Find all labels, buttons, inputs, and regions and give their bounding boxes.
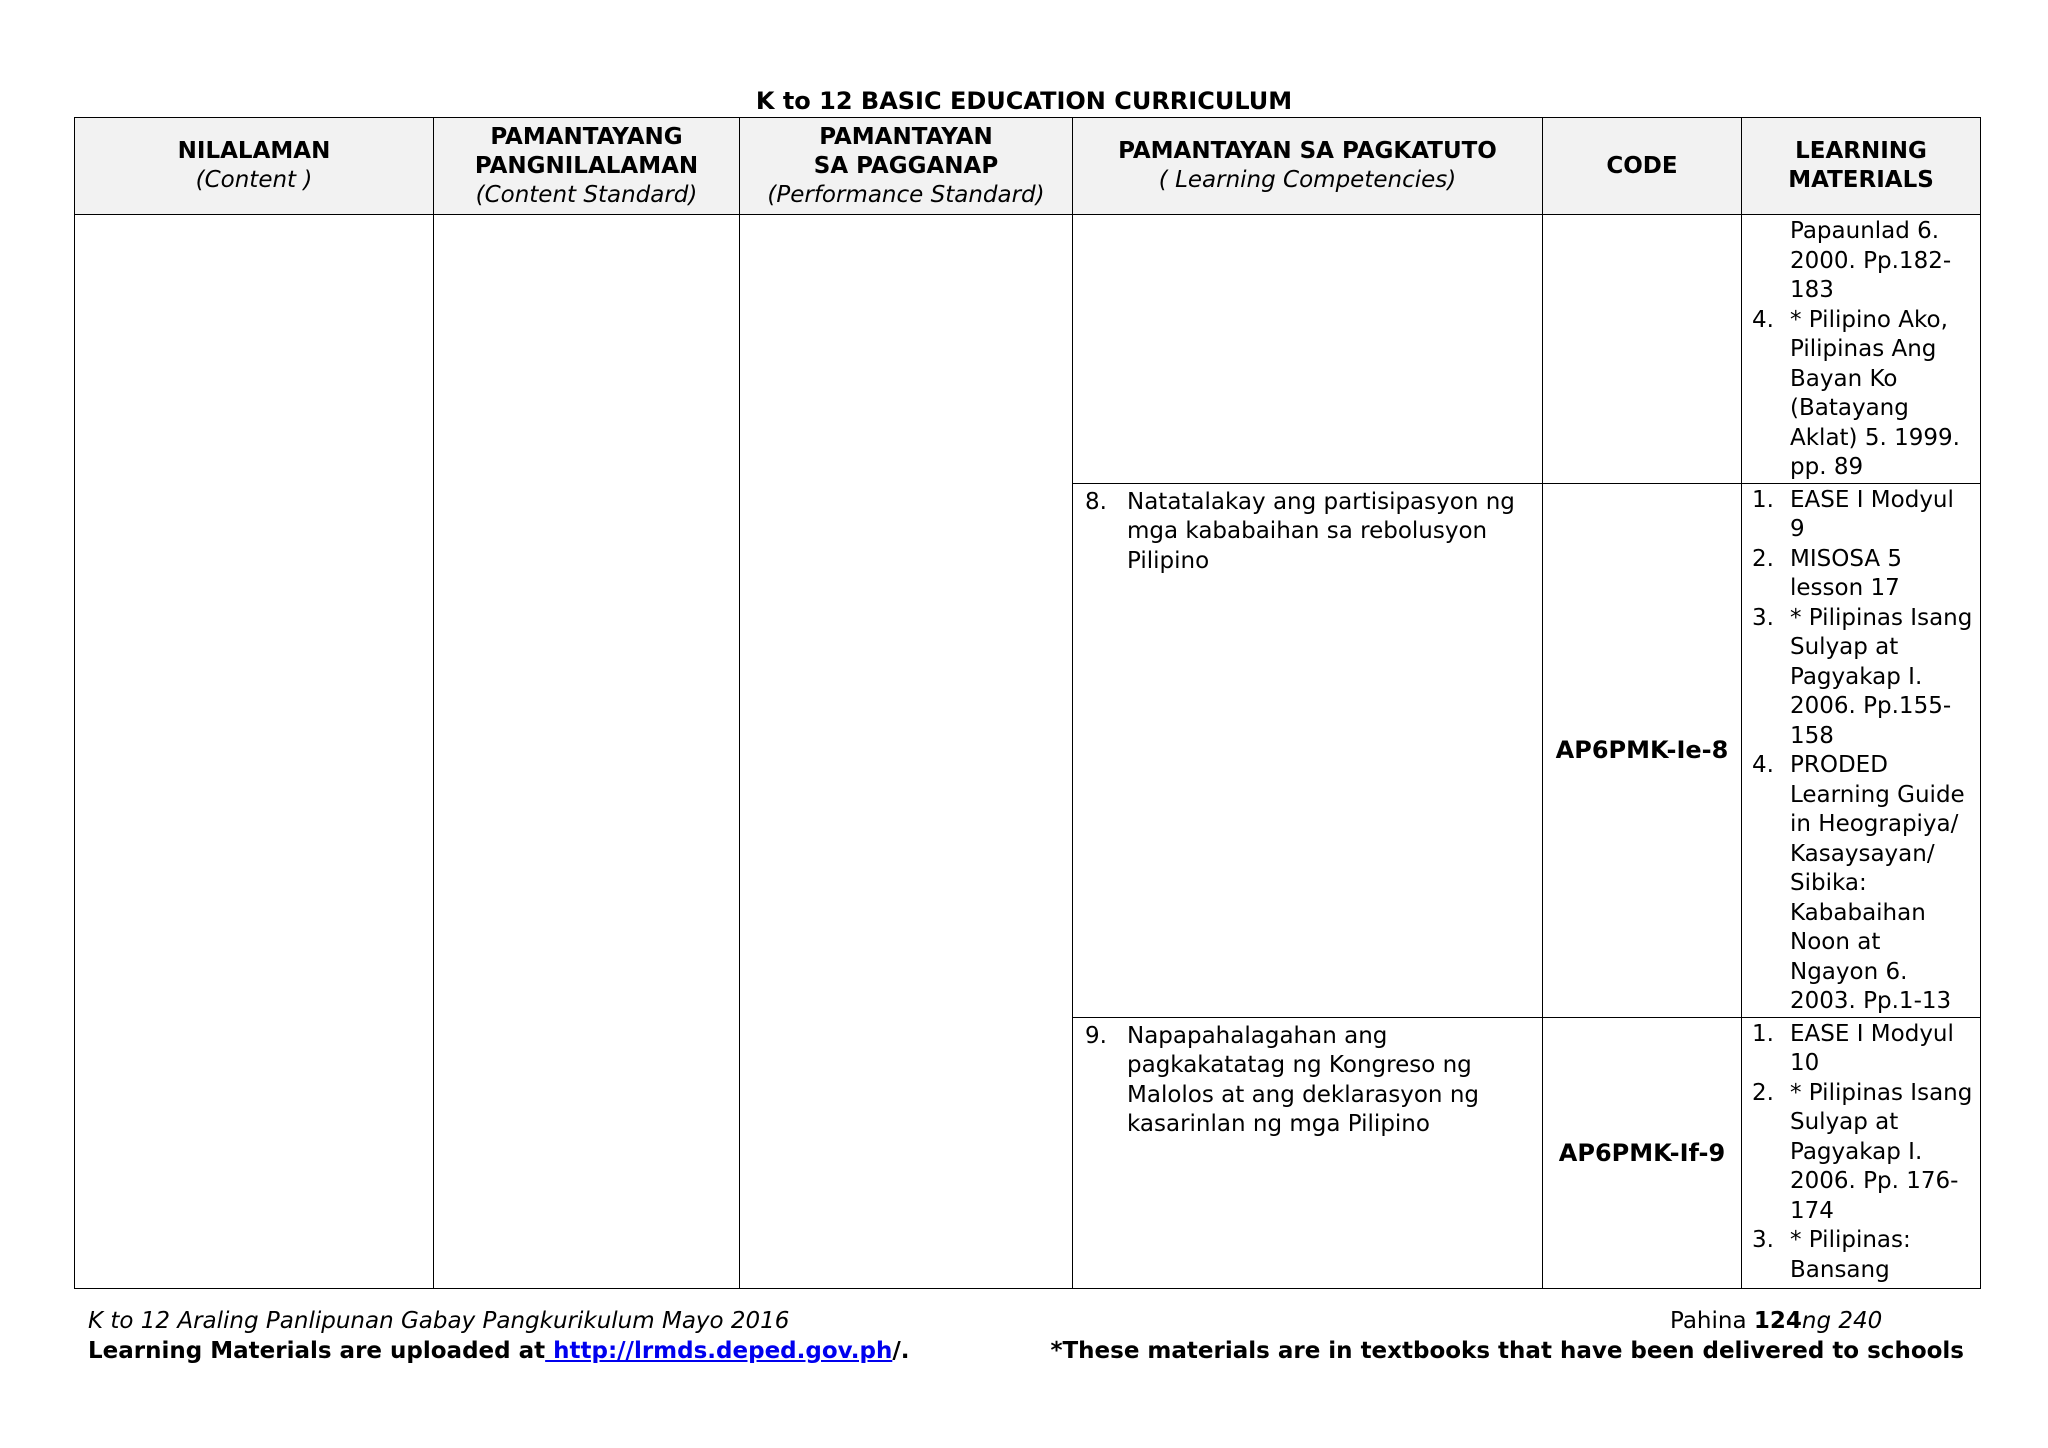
header-code-label: CODE: [1606, 152, 1678, 179]
page-prefix: Pahina: [1670, 1308, 1754, 1334]
list-item-number: 3.: [1752, 1227, 1774, 1253]
header-row: [75, 118, 1981, 215]
list-item-text: * Pilipinas: Bansang: [1790, 1227, 1911, 1283]
list-item-text: * Pilipino Ako, Pilipinas Ang Bayan Ko (Batayang Aklat) 5. 1999. pp. 89: [1790, 306, 1960, 480]
materials-cell: [1742, 483, 1981, 1017]
header-content-standard-label-b: PANGNILALAMAN: [474, 152, 699, 179]
list-item: [1752, 217, 1974, 306]
list-item-text: EASE I Modyul 10: [1790, 1020, 1954, 1076]
document-title: K to 12 BASIC EDUCATION CURRICULUM: [755, 87, 1293, 115]
competency-cell: [1073, 483, 1543, 1017]
performance-standard-cell: [740, 215, 1073, 1289]
code-cell: AP6PMK-If-9: [1543, 1017, 1742, 1288]
header-learning-materials-label-b: MATERIALS: [1788, 167, 1934, 193]
header-performance-standard: [740, 118, 1073, 215]
header-learning-materials: [1742, 118, 1981, 215]
list-item-text: PRODED Learning Guide in Heograpiya/ Kasaysayan/ Sibika: Kababaihan Noon at Ngayon 6. 2003. Pp.1-13: [1790, 752, 1965, 1014]
list-item: [1752, 486, 1974, 545]
list-item: [1752, 751, 1974, 1017]
list-item-text: EASE I Modyul 9: [1790, 486, 1954, 542]
header-content-label: NILALAMAN: [177, 138, 331, 164]
header-content-standard: [434, 118, 740, 215]
header-learning-competencies: [1073, 118, 1543, 215]
footer-upload-note: [88, 1336, 909, 1366]
list-item-text: MISOSA 5 lesson 17: [1790, 545, 1903, 601]
list-item: [1752, 1020, 1974, 1079]
upload-suffix: /.: [892, 1338, 910, 1364]
list-item-text: Papaunlad 6. 2000. Pp.182-183: [1790, 218, 1952, 303]
list-item: [1752, 545, 1974, 604]
list-item-number: 4.: [1752, 306, 1774, 333]
list-item-number: 3.: [1752, 604, 1774, 631]
list-item-text: * Pilipinas Isang Sulyap at Pagyakap I. 2006. Pp.155-158: [1790, 604, 1973, 749]
competency-number: 8.: [1085, 488, 1107, 515]
list-item-number: 4.: [1752, 752, 1774, 778]
page-suffix: ng 240: [1801, 1308, 1883, 1334]
header-content-sublabel: (Content ): [195, 167, 313, 193]
lrmds-link[interactable]: http://lrmds.deped.gov.ph: [545, 1338, 893, 1364]
competency-text: Napapahalagahan ang pagkakatatag ng Kongreso ng Malolos at ang deklarasyon ng kasarinlan ng mga Pilipino: [1127, 1022, 1479, 1137]
list-item-number: 2.: [1752, 545, 1774, 572]
curriculum-table: [74, 117, 1981, 1289]
header-content: [75, 118, 434, 215]
header-content-standard-sublabel: (Content Standard): [475, 181, 698, 208]
list-item-number: 1.: [1752, 486, 1774, 513]
footer-guide-title: K to 12 Araling Panlipunan Gabay Pangkurikulum Mayo 2016: [88, 1308, 790, 1334]
list-item: [1752, 306, 1974, 483]
code-cell: AP6PMK-Ie-8: [1543, 483, 1742, 1017]
header-performance-standard-label-b: SA PAGGANAP: [813, 152, 999, 179]
list-item-number: 2.: [1752, 1079, 1774, 1106]
list-item-text: * Pilipinas Isang Sulyap at Pagyakap I. 2006. Pp. 176-174: [1790, 1079, 1973, 1224]
competency-cell: [1073, 1017, 1543, 1288]
code-cell: [1543, 215, 1742, 484]
footer-page-number: [1670, 1306, 1882, 1336]
materials-list: [1742, 1018, 1980, 1286]
list-item: [1752, 1226, 1974, 1285]
header-content-standard-label-a: PAMANTAYANG: [490, 123, 683, 150]
materials-cell: [1742, 1017, 1981, 1288]
competency-text: Natatalakay ang partisipasyon ng mga kababaihan sa rebolusyon Pilipino: [1127, 488, 1515, 574]
list-item: [1752, 1079, 1974, 1227]
header-code: [1543, 118, 1742, 215]
header-learning-materials-label-a: LEARNING: [1795, 138, 1927, 164]
footer-textbook-note: *These materials are in textbooks that have been delivered to schools: [1050, 1338, 1964, 1364]
header-performance-standard-label-a: PAMANTAYAN: [819, 123, 993, 150]
header-learning-competencies-sublabel: ( Learning Competencies): [1158, 167, 1457, 193]
list-item: [1752, 604, 1974, 752]
list-item-number: [1752, 217, 1790, 306]
materials-list: [1742, 484, 1980, 1017]
content-cell: [75, 215, 434, 1289]
materials-list: [1742, 215, 1980, 483]
list-item-number: 1.: [1752, 1020, 1774, 1047]
page-num: 124: [1753, 1308, 1802, 1334]
header-performance-standard-sublabel: (Performance Standard): [767, 181, 1045, 208]
content-standard-cell: [434, 215, 740, 1289]
materials-cell: [1742, 215, 1981, 484]
table-row: [75, 215, 1981, 484]
upload-prefix: Learning Materials are uploaded at: [88, 1338, 546, 1364]
competency-number: 9.: [1085, 1022, 1107, 1049]
header-learning-competencies-label: PAMANTAYAN SA PAGKATUTO: [1118, 138, 1497, 164]
competency-cell: [1073, 215, 1543, 484]
